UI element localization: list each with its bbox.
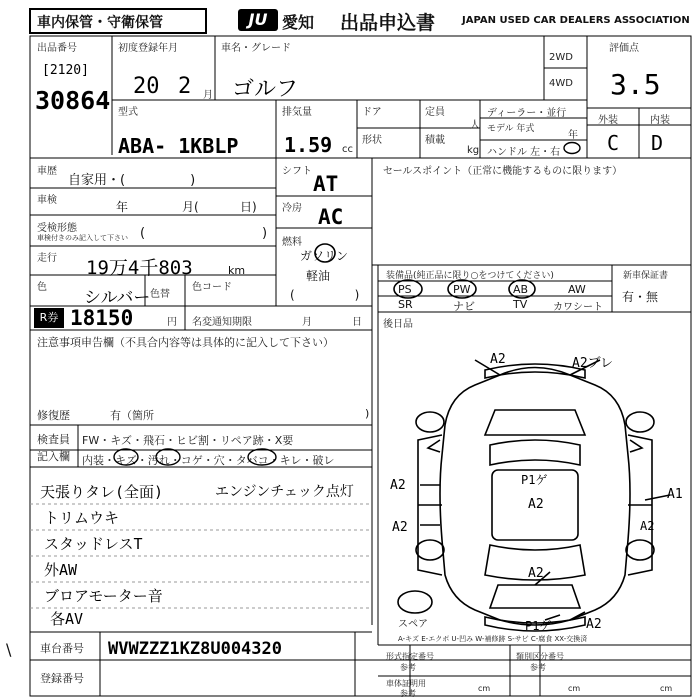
inspector-label: 検査員 記入欄 (37, 433, 70, 463)
history-label: 車歴 (37, 166, 57, 177)
receipt-note: 車検付きのみ記入して下さい (37, 234, 128, 242)
equipment-ps: PS (398, 283, 412, 296)
car-damage-diagram (380, 340, 690, 640)
form-designation-ref: 参考 (400, 663, 416, 672)
cm-unit-3: cm (660, 684, 673, 693)
note-line-7: 各AV (50, 610, 84, 628)
grade-label: 評価点 (609, 43, 639, 54)
registration-label: 初度登録年月 (118, 43, 178, 54)
equipment-circles (390, 277, 540, 301)
note-line-6: ブロアモーター音 (44, 587, 163, 605)
notes-label: 注意事項申告欄（不具合内容等は具体的に記入して下さい） (37, 336, 334, 349)
equipment-sr: SR (398, 298, 413, 311)
lot-sub-number: [2120] (42, 63, 89, 78)
recycle-label: R券 (34, 308, 64, 328)
inspection-label: 車検 (37, 195, 57, 206)
load-label: 積載 (425, 135, 445, 146)
margin-mark: \ (6, 640, 12, 659)
damage-mark-front-left: A2 (490, 352, 506, 367)
cm-unit-1: cm (478, 684, 491, 693)
fuel-other: ( ) (290, 288, 360, 302)
interior-grade: D (651, 131, 664, 155)
receipt-paren-open: ( (140, 226, 146, 241)
repair-value: 有（箇所 (110, 409, 154, 422)
tax-label: 名変通知期限 (192, 317, 252, 328)
type-value: ABA- 1KBLP (118, 134, 239, 158)
damage-mark-front-right: A2ブレ (572, 356, 614, 371)
displacement-label: 排気量 (282, 107, 312, 118)
receipt-paren-close: ) (262, 226, 268, 241)
drive-2wd: 2WD (549, 52, 573, 63)
chassis-value: WVWZZZ1KZ8U004320 (108, 639, 282, 659)
capacity-label: 定員 (425, 107, 445, 118)
inspection-day: 日) (240, 200, 257, 214)
doc-title: 出品申込書 (340, 12, 436, 34)
mileage-label: 走行 (37, 253, 57, 264)
equipment-aw: AW (568, 283, 586, 296)
inspector-row2: 内装・キズ・汚れ・コゲ・穴・タバコ・キレ・破レ (82, 454, 335, 467)
cm-unit-2: cm (568, 684, 581, 693)
diagram-legend: A-キズ E-エクボ U-凹み W-補修跡 S-サビ C-腐食 XX-交換済 (398, 635, 588, 643)
damage-mark-rear-right: A2 (586, 617, 602, 632)
inspector-circles (112, 445, 282, 469)
dealer-label: ディーラー・並行 (487, 108, 567, 119)
equipment-label: 装備品(純正品に限り○をつけてください) (386, 271, 554, 281)
damage-mark-right: A1 (667, 487, 683, 502)
spare-label: スペア (398, 619, 428, 630)
color-code-label: 色コード (192, 282, 232, 293)
damage-mark-rear-bumper: P1ゲ (525, 619, 552, 633)
type-label: 型式 (118, 107, 138, 118)
warranty-label: 新車保証書 (623, 271, 669, 281)
grade-score: 3.5 (610, 68, 661, 101)
lot-label: 出品番号 (37, 43, 77, 54)
recycle-value: 18150 (70, 306, 134, 330)
year-unit: 年 (568, 130, 578, 141)
inspection-month: 月( (182, 200, 199, 214)
note-line-2: エンジンチェック点灯 (215, 484, 354, 500)
model-year-label: モデル 年式 (487, 124, 535, 134)
damage-mark-roof: A2 (528, 497, 544, 512)
repair-paren-close: ) (365, 407, 370, 420)
load-unit: kg (467, 145, 480, 156)
drive-4wd: 4WD (549, 78, 573, 89)
shift-label: シフト (282, 166, 312, 177)
inspector-row1: FW・キズ・飛石・ヒビ割・リペア跡・X要 (82, 434, 294, 447)
fuel-label: 燃料 (282, 237, 302, 248)
exterior-label: 外装 (598, 115, 618, 126)
capacity-unit: 人 (470, 120, 480, 131)
damage-mark-hood: P1ゲ (521, 473, 548, 487)
handle-label: ハンドル 左・右 (487, 147, 561, 158)
equipment-navi: ナビ (453, 300, 475, 313)
tax-month: 月 (302, 317, 312, 328)
color-value: シルバー (84, 288, 151, 308)
repair-label: 修復歴 (37, 409, 70, 422)
registration-year: 20 (133, 74, 160, 99)
displacement-value: 1.59 (284, 133, 333, 157)
class-number-ref: 参考 (530, 663, 546, 672)
equipment-tv: TV (513, 298, 528, 311)
interior-label: 内装 (650, 115, 670, 126)
damage-mark-trunk: A2 (528, 566, 544, 581)
damage-mark-right-rear: A2 (640, 519, 655, 533)
color-label: 色 (37, 282, 47, 293)
mileage-value: 19万4千803 (86, 257, 193, 279)
region-label: 愛知 (282, 13, 315, 32)
equipment-ab: AB (513, 283, 529, 296)
displacement-unit: cc (342, 144, 353, 155)
recycle-unit: 円 (167, 317, 177, 328)
note-line-4: スタッドレスT (44, 535, 143, 553)
class-number-label: 類別区分番号 (516, 652, 564, 661)
cert-label: 車体証明用 (386, 679, 426, 688)
aircon-label: 冷房 (282, 203, 302, 214)
after-label: 後日品 (383, 319, 413, 330)
damage-mark-left-rear: A2 (392, 520, 408, 535)
registration-month: 2 (178, 74, 192, 99)
equipment-leather-seat: カワシート (553, 302, 603, 313)
tax-day: 日 (352, 317, 362, 328)
model-value: ゴルフ (232, 77, 299, 102)
receipt-label: 受検形態 (37, 223, 77, 234)
mileage-unit: km (228, 264, 246, 277)
fuel-diesel: 軽油 (306, 269, 331, 283)
association-name: JAPAN USED CAR DEALERS ASSOCIATION (462, 15, 690, 26)
registration-month-unit: 月 (203, 90, 213, 101)
inspection-year: 年 (116, 200, 129, 214)
form-designation-label: 形式指定番号 (386, 652, 434, 661)
note-line-1: 天張りタレ(全面) (40, 483, 164, 501)
color-change-label: 色替 (150, 289, 170, 300)
cert-ref: 参考 (400, 689, 416, 698)
handle-right-circle (562, 141, 582, 155)
aircon-value: AC (318, 205, 344, 229)
fuel-gas: ガソリン (300, 249, 349, 263)
lot-number: 30864 (35, 86, 111, 115)
equipment-pw: PW (453, 283, 471, 296)
warranty-options: 有・無 (622, 290, 659, 304)
model-label: 車名・グレード (221, 43, 291, 54)
shift-value: AT (313, 172, 339, 196)
note-line-5: 外AW (44, 561, 78, 579)
plate-label: 登録番号 (40, 672, 84, 685)
history-value: 自家用・( ) (68, 173, 196, 188)
exterior-grade: C (607, 131, 620, 155)
chassis-label: 車台番号 (40, 642, 84, 655)
sales-point-label: セールスポイント（正常に機能するものに限ります） (383, 166, 623, 177)
storage-label: 車内保管・守衛保管 (37, 15, 163, 31)
fuel-gas-circle (312, 241, 338, 265)
shape-label: 形状 (362, 135, 382, 146)
note-line-3: トリムウキ (44, 509, 120, 527)
door-label: ドア (362, 107, 382, 118)
ju-logo: JU (238, 9, 278, 31)
damage-mark-left-front: A2 (390, 478, 406, 493)
